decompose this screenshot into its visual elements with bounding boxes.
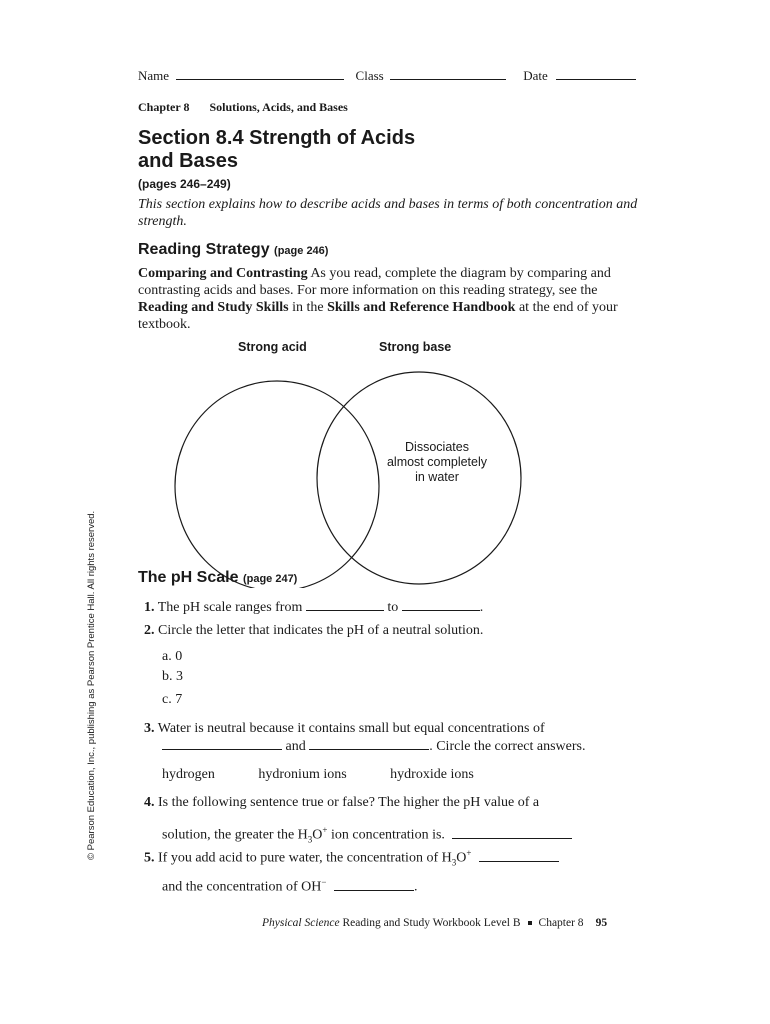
footer-bullet-icon [528, 921, 532, 925]
question-4-oxygen: O [312, 827, 323, 843]
footer-book-title: Physical Science [262, 917, 340, 929]
question-1-end: . [479, 600, 484, 615]
venn-text-line1: Dissociates [405, 440, 469, 454]
strategy-text-3: at the end of your textbook. [138, 300, 618, 332]
reading-strategy-title: Reading Strategy [138, 241, 270, 258]
ph-scale-heading [138, 569, 297, 587]
strategy-bold-2: Skills and Reference Handbook [327, 300, 516, 315]
reading-strategy-page: (page 246) [274, 245, 329, 257]
choice-b[interactable]: b. 3 [162, 669, 183, 684]
section-pages: (pages 246–249) [138, 177, 231, 191]
strategy-bold-1: Reading and Study Skills [138, 300, 289, 315]
question-4-subscript: 3 [307, 834, 313, 845]
question-3-and: and [285, 739, 306, 754]
question-4-text-a: Is the following sentence true or false? The higher the pH value of a [158, 795, 540, 810]
class-label: Class [355, 68, 384, 83]
option-hydrogen[interactable]: hydrogen [162, 767, 215, 782]
question-4-text-c: ion concentration is. [327, 827, 445, 843]
question-4 [144, 794, 539, 811]
question-5-superscript-2: − [321, 877, 327, 887]
chapter-title: Solutions, Acids, and Bases [209, 100, 348, 114]
footer-page-number: 95 [595, 917, 608, 929]
choice-a[interactable]: a. 0 [162, 649, 183, 664]
section-title-line2: and Bases [138, 150, 239, 172]
question-3-number: 3. [144, 721, 155, 736]
question-1 [144, 599, 483, 616]
question-5-text-a: If you add acid to pure water, the concentration of H [158, 850, 452, 866]
reading-strategy-heading [138, 241, 328, 259]
option-hydroxide[interactable]: hydroxide ions [390, 767, 474, 782]
question-5-end: . [413, 879, 418, 895]
venn-diagram [170, 338, 530, 588]
chapter-number: Chapter 8 [138, 100, 190, 114]
venn-right-label: Strong base [379, 340, 452, 354]
question-1-blank-2[interactable] [402, 609, 480, 611]
question-5-line-2 [162, 874, 417, 896]
strategy-text-2: in the [288, 300, 328, 315]
strategy-text-1: As you read, complete the diagram by comparing and contrasting acids and bases. For more information on this reading strategy, see the [138, 266, 611, 298]
question-1-blank-1[interactable] [306, 609, 384, 611]
ph-scale-title: The pH Scale [138, 569, 239, 586]
question-3-blank-1[interactable] [162, 748, 282, 750]
question-3 [144, 720, 545, 737]
venn-left-circle[interactable] [175, 381, 379, 588]
question-5-superscript: + [466, 848, 472, 858]
question-5-blank-1[interactable] [479, 860, 559, 862]
question-3-text-a: Water is neutral because it contains small but equal concentrations of [157, 721, 545, 736]
question-3-options [162, 766, 474, 783]
question-4-blank[interactable] [452, 837, 572, 839]
question-2-number: 2. [144, 623, 155, 638]
name-label: Name [138, 68, 170, 83]
question-4-number: 4. [144, 795, 155, 810]
student-info-line [138, 68, 636, 84]
section-title-line1: Section 8.4 Strength of Acids [138, 127, 416, 149]
question-4-superscript: + [322, 825, 328, 835]
class-blank[interactable] [390, 78, 506, 80]
section-intro: This section explains how to describe acids and bases in terms of both concentration and strength. [138, 197, 638, 229]
question-2-text: Circle the letter that indicates the pH of a neutral solution. [158, 623, 484, 638]
date-label: Date [523, 68, 548, 83]
question-3-end: . Circle the correct answers. [429, 739, 586, 754]
option-hydronium[interactable]: hydronium ions [258, 767, 347, 782]
chapter-line [138, 100, 348, 115]
section-title [138, 127, 558, 173]
question-3-line-2 [162, 738, 585, 755]
venn-left-label: Strong acid [238, 340, 307, 354]
question-1-text-b: to [387, 600, 399, 615]
question-4-text-b: solution, the greater the H [162, 827, 308, 843]
choice-c[interactable]: c. 7 [162, 692, 183, 707]
reading-strategy-body [138, 265, 638, 333]
question-5-text-b: and the concentration of OH [162, 879, 322, 895]
question-5-subscript: 3 [451, 857, 457, 868]
date-blank[interactable] [556, 78, 636, 80]
question-5 [144, 845, 559, 871]
question-5-blank-2[interactable] [334, 889, 414, 891]
question-1-text-a: The pH scale ranges from [157, 600, 303, 615]
strategy-lead: Comparing and Contrasting [138, 266, 308, 281]
footer-chapter: Chapter 8 [538, 917, 584, 929]
question-2 [144, 622, 483, 639]
venn-text-line3: in water [415, 470, 459, 484]
footer-workbook: Reading and Study Workbook Level B [339, 917, 521, 929]
question-3-blank-2[interactable] [309, 748, 429, 750]
copyright-sidebar: © Pearson Education, Inc., publishing as Pearson Prentice Hall. All rights reserved. [86, 510, 97, 860]
venn-text-line2: almost completely [386, 455, 488, 469]
question-1-number: 1. [144, 600, 155, 615]
ph-scale-page: (page 247) [242, 573, 298, 585]
question-5-oxygen: O [456, 850, 467, 866]
question-5-number: 5. [144, 850, 155, 866]
name-blank[interactable] [176, 78, 344, 80]
venn-right-text [383, 440, 491, 485]
page-footer [262, 917, 607, 929]
